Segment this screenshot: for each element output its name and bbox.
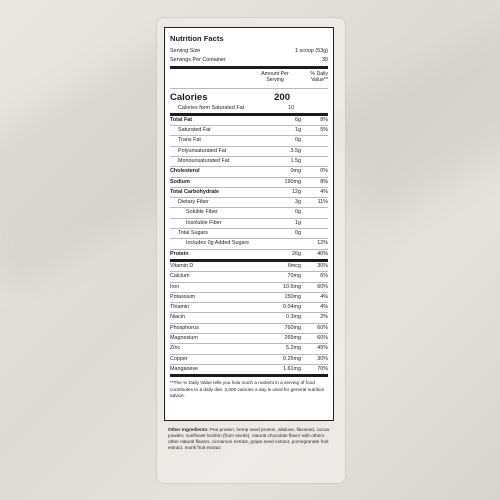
nutrient-row <box>170 324 328 334</box>
panel-title: Nutrition Facts <box>170 34 224 43</box>
nutrient-row <box>170 116 328 126</box>
nutrient-row <box>170 250 328 262</box>
nutrient-row <box>170 334 328 344</box>
nutrient-name: Saturated Fat <box>178 127 211 134</box>
amount-header: Amount Per Serving <box>261 71 289 84</box>
nutrient-amount: 1g <box>295 127 301 134</box>
nutrient-row <box>170 126 328 136</box>
nutrient-dv: 11% <box>317 199 328 206</box>
nutrient-name: Trans Fat <box>178 137 201 144</box>
nutrient-name: Total Fat <box>170 116 193 123</box>
nutrient-name: Cholesterol <box>170 168 200 175</box>
nutrient-dv: 30% <box>317 355 328 362</box>
nutrient-name: Dietary Fiber <box>178 199 209 206</box>
nutrient-amount: 760mg <box>284 324 301 331</box>
nutrient-row <box>170 198 328 208</box>
nutrient-amount: 0mg <box>290 168 301 175</box>
nutrient-dv: 70% <box>317 365 328 372</box>
nutrient-row <box>170 365 328 377</box>
nutrient-amount: 0.3mg <box>286 314 301 321</box>
nutrient-row <box>170 219 328 229</box>
nutrient-amount: 3g <box>295 199 301 206</box>
nutrient-row <box>170 157 328 167</box>
calories-sat-fat-row <box>170 104 328 116</box>
nutrient-name: Insoluble Fiber <box>186 219 222 226</box>
nutrient-amount: 190mg <box>284 178 301 185</box>
nutrient-amount: 10.6mg <box>283 283 301 290</box>
calories-sat-fat-label: Calories form Saturated Fat <box>178 105 245 111</box>
nutrient-name: Potassium <box>170 293 196 300</box>
nutrient-row <box>170 147 328 157</box>
nutrient-dv: 4% <box>320 304 328 311</box>
nutrient-name: Calcium <box>170 273 190 280</box>
nutrient-name: Soluble Fiber <box>186 209 218 216</box>
calories-sat-fat-value: 10 <box>288 105 294 111</box>
servings-per-container-label: Servings Per Container <box>170 57 226 63</box>
nutrient-row <box>170 178 328 188</box>
nutrient-dv: 0% <box>320 168 328 175</box>
label-card <box>157 18 345 483</box>
nutrient-dv: 8% <box>320 178 328 185</box>
nutrition-facts-panel <box>164 27 334 421</box>
nutrient-row <box>170 262 328 272</box>
nutrient-row <box>170 355 328 365</box>
nutrient-amount: 0g <box>295 230 301 237</box>
nutrient-name: Copper <box>170 355 188 362</box>
daily-value-footnote: **The % Daily Value tells you how much a nutrient in a serving of food contributes to a daily diet. 2,000 calories a day is used for general nutrition advice. <box>170 380 325 398</box>
nutrient-amount: 6mcg <box>287 262 301 269</box>
nutrient-row <box>170 239 328 249</box>
nutrient-name: Thiamin <box>170 304 190 311</box>
serving-size-row <box>170 47 328 56</box>
nutrient-amount: 0g <box>295 137 301 144</box>
calories-row <box>170 89 328 104</box>
nutrient-name: Vitamin D <box>170 262 194 269</box>
nutrient-amount: 6g <box>295 116 301 123</box>
nutrient-row <box>170 188 328 198</box>
nutrient-amount: 1.61mg <box>283 365 301 372</box>
nutrient-amount: 265mg <box>284 335 301 342</box>
nutrient-dv: 60% <box>317 283 328 290</box>
nutrient-row <box>170 313 328 323</box>
nutrient-name: Total Sugars <box>178 230 208 237</box>
nutrient-dv: 60% <box>317 324 328 331</box>
dv-header: % Daily Value** <box>310 71 328 84</box>
nutrient-row <box>170 208 328 218</box>
nutrient-row <box>170 136 328 146</box>
nutrient-dv: 4% <box>320 188 328 195</box>
nutrient-amount: 5.2mg <box>286 345 301 352</box>
nutrient-dv: 2% <box>320 314 328 321</box>
nutrient-amount: 12g <box>292 188 301 195</box>
nutrient-dv: 4% <box>320 293 328 300</box>
nutrient-name: Zinc <box>170 345 181 352</box>
nutrient-name: Protein <box>170 250 189 257</box>
nutrient-amount: 70mg <box>287 273 301 280</box>
nutrient-amount: 1g <box>295 219 301 226</box>
nutrient-row <box>170 229 328 239</box>
nutrient-dv: 12% <box>317 240 328 247</box>
serving-size-label: Serving Size <box>170 48 201 54</box>
nutrient-row <box>170 283 328 293</box>
nutrient-dv: 8% <box>320 116 328 123</box>
nutrient-amount: 1.5g <box>290 157 301 164</box>
nutrient-dv: 30% <box>317 262 328 269</box>
nutrient-name: Niacin <box>170 314 185 321</box>
nutrient-row <box>170 293 328 303</box>
nutrient-dv: 45% <box>317 345 328 352</box>
nutrient-amount: 0.25mg <box>283 355 301 362</box>
nutrient-name: Includes 0g Added Sugars <box>186 240 249 247</box>
calories-value: 200 <box>274 91 290 103</box>
nutrient-name: Sodium <box>170 178 190 185</box>
calories-label: Calories <box>170 91 208 103</box>
nutrient-row <box>170 167 328 177</box>
nutrient-row <box>170 303 328 313</box>
ingredients-text: Pea protein, hemp seed protein, allulose, flaxseed, cocoa powder, sunflower lecithin (from seeds), natural chocolate flavor with others other natural flavors, cinnamon extract, grape seed extract, pomegranate fruit extract, monk fruit extract <box>168 427 330 450</box>
ingredients-label: Other Ingredients: <box>168 427 209 432</box>
nutrient-amount: 150mg <box>284 293 301 300</box>
nutrient-name: Phosphorus <box>170 324 199 331</box>
serving-size-value: 1 scoop (53g) <box>295 48 328 54</box>
nutrient-name: Polyunsaturated Fat <box>178 147 227 154</box>
nutrient-dv: 5% <box>320 127 328 134</box>
nutrient-amount: 3.5g <box>290 147 301 154</box>
nutrient-name: Magnesium <box>170 335 198 342</box>
nutrient-row <box>170 344 328 354</box>
servings-per-container-row <box>170 56 328 69</box>
other-ingredients <box>168 427 334 451</box>
nutrient-dv: 40% <box>317 250 328 257</box>
nutrient-row <box>170 272 328 282</box>
nutrient-dv: 60% <box>317 335 328 342</box>
nutrient-name: Iron <box>170 283 180 290</box>
nutrient-dv: 6% <box>320 273 328 280</box>
nutrient-amount: 26g <box>292 250 301 257</box>
nutrient-name: Manganese <box>170 365 199 372</box>
nutrient-amount: 0g <box>295 209 301 216</box>
servings-per-container-value: 30 <box>322 57 328 63</box>
nutrient-name: Monounsaturated Fat <box>178 157 230 164</box>
nutrient-amount: 0.04mg <box>283 304 301 311</box>
column-header <box>170 69 328 89</box>
nutrient-name: Total Carbohydrate <box>170 188 220 195</box>
